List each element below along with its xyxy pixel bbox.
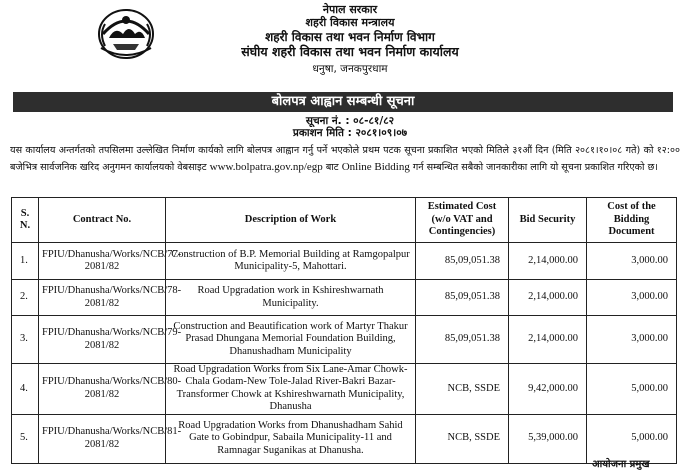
header-line-location: धनुषा, जनकपुरधाम [312, 63, 388, 75]
cell-sn: 1. [12, 243, 39, 280]
cell-document-cost: 5,000.00 [587, 364, 677, 415]
header-line-office: संघीय शहरी विकास तथा भवन निर्माण कार्यालय [241, 44, 459, 59]
cell-document-cost: 5,000.00 [587, 414, 677, 463]
online-bidding-text: Online Bidding [341, 161, 410, 173]
cell-document-cost: 3,000.00 [587, 243, 677, 280]
cell-sn: 3. [12, 316, 39, 364]
cell-bid-security: 2,14,000.00 [509, 243, 587, 280]
cell-sn: 4. [12, 364, 39, 415]
notice-body [10, 143, 680, 176]
header-line-ministry: शहरी विकास मन्त्रालय [305, 16, 395, 29]
cell-description: Road Upgradation Works from Six Lane-Amar Chowk-Chala Godam-New Tole-Jalad River-Bakri Bazar-Transformer Chowk at Kshireshwarnath Municipality, Dhanusha [166, 364, 416, 415]
cell-description: Road Upgradation Works from Dhanushadham Sahid Gate to Gobindpur, Sabaila Municipality-11 and Ramnagar Suganikas at Dhanusha. [166, 414, 416, 463]
header-description: Description of Work [166, 198, 416, 243]
cell-bid-security: 2,14,000.00 [509, 316, 587, 364]
cell-sn: 2. [12, 280, 39, 316]
header-document-cost: Cost of the Bidding Document [587, 198, 677, 243]
cell-bid-security: 2,14,000.00 [509, 280, 587, 316]
header-contract-no: Contract No. [39, 198, 166, 243]
header-estimated-cost: Estimated Cost (w/o VAT and Contingencies) [416, 198, 509, 243]
table-row [12, 280, 677, 316]
cell-description: Road Upgradation work in Kshireshwarnath Municipality. [166, 280, 416, 316]
cell-bid-security: 5,39,000.00 [509, 414, 587, 463]
cell-estimated-cost: 85,09,051.38 [416, 316, 509, 364]
header-sn: S. N. [12, 198, 39, 243]
table-row [12, 243, 677, 280]
table-row [12, 364, 677, 415]
table-row [12, 316, 677, 364]
cell-contract-no: FPIU/Dhanusha/Works/NCB/79-2081/82 [39, 316, 166, 364]
header-line-government: नेपाल सरकार [322, 3, 378, 16]
table-header-row [12, 198, 677, 243]
cell-document-cost: 3,000.00 [587, 280, 677, 316]
notice-body-text-3: गर्न सम्बन्धित सबैको जानकारीका लागि यो सूचना प्रकाशित गरिएको छ। [409, 162, 658, 173]
cell-estimated-cost: NCB, SSDE [416, 364, 509, 415]
table-row [12, 414, 677, 463]
bolpatra-url: www.bolpatra.gov.np/egp [209, 161, 323, 173]
cell-estimated-cost: 85,09,051.38 [416, 280, 509, 316]
publication-date: प्रकाशन मिति : २०८१।०९।०७ [292, 127, 408, 139]
cell-estimated-cost: NCB, SSDE [416, 414, 509, 463]
notice-number: सूचना नं. : ०८-८१/८२ [305, 115, 395, 127]
notice-body-text-1: यस कार्यालय अन्तर्गतको तपसिलमा उल्लेखित निर्माण कार्यको लागि बोलपत्र आह्वान गर्नु पर्ने भएकोले प्रथम पटक सूचना प्रकाशित भएको मितिले ३१औं दिन (मिति २०८१।१०।०८ गते) को १२:०० बजेभित्र सार्वजनिक खरिद अनुगमन कार्यालयको वेबसाइट [10, 145, 680, 173]
notice-title: बोलपत्र आह्वान सम्बन्धी सूचना [13, 92, 673, 112]
cell-description: Construction and Beautification work of Martyr Thakur Prasad Dhungana Memorial Foundation Building, Dhanushadham Municipality [166, 316, 416, 364]
cell-contract-no: FPIU/Dhanusha/Works/NCB/81-2081/82 [39, 414, 166, 463]
cell-contract-no: FPIU/Dhanusha/Works/NCB/77-2081/82 [39, 243, 166, 280]
cell-bid-security: 9,42,000.00 [509, 364, 587, 415]
works-table [11, 197, 677, 464]
cell-estimated-cost: 85,09,051.38 [416, 243, 509, 280]
header-bid-security: Bid Security [509, 198, 587, 243]
notice-body-text-2: बाट [322, 162, 342, 173]
cell-sn: 5. [12, 414, 39, 463]
cell-contract-no: FPIU/Dhanusha/Works/NCB/78-2081/82 [39, 280, 166, 316]
header-line-department: शहरी विकास तथा भवन निर्माण विभाग [265, 30, 435, 44]
signature-project-chief: आयोजना प्रमुख [592, 459, 650, 470]
cell-contract-no: FPIU/Dhanusha/Works/NCB/80-2081/82 [39, 364, 166, 415]
cell-description: Construction of B.P. Memorial Building at Ramgopalpur Municipality-5, Mahottari. [166, 243, 416, 280]
nepal-government-emblem [95, 4, 157, 60]
cell-document-cost: 3,000.00 [587, 316, 677, 364]
